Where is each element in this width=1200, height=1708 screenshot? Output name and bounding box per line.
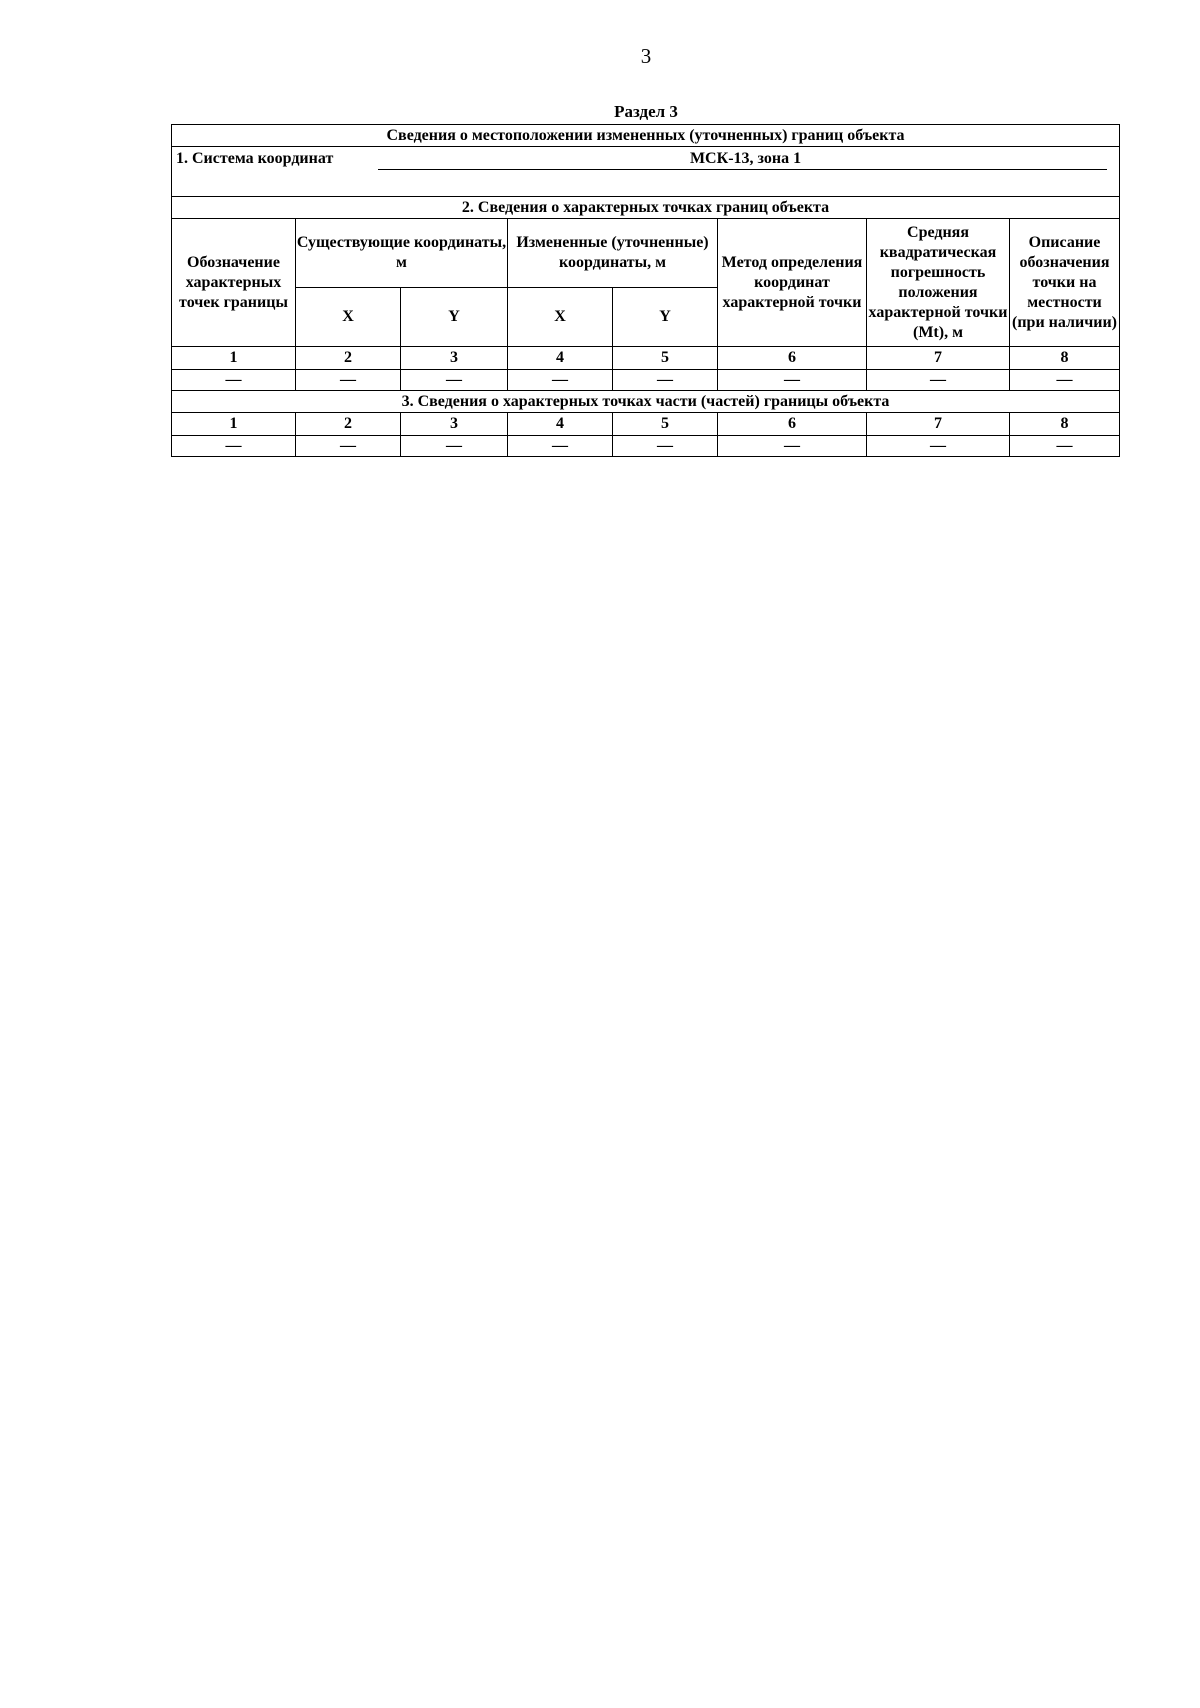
- column-number: 5: [613, 347, 718, 370]
- table-cell: —: [296, 436, 401, 457]
- page-number: 3: [640, 44, 652, 68]
- table-cell: —: [508, 370, 613, 391]
- column-number: 7: [867, 413, 1010, 436]
- column-number: 7: [867, 347, 1010, 370]
- table-cell: —: [172, 370, 296, 391]
- header-rms-error: Средняя квадратическая погрешность положения характерной точки (Mt), м: [867, 219, 1010, 347]
- part3-title: 3. Сведения о характерных точках части (частей) границы объекта: [172, 391, 1120, 413]
- header-existing-y: Y: [401, 288, 508, 347]
- column-number: 3: [401, 413, 508, 436]
- column-number: 8: [1010, 347, 1120, 370]
- header-existing-x: X: [296, 288, 401, 347]
- table-cell: —: [296, 370, 401, 391]
- table-title: Сведения о местоположении измененных (уточненных) границ объекта: [172, 125, 1120, 147]
- header-existing-coords: Существующие координаты, м: [296, 219, 508, 288]
- table-cell: —: [1010, 436, 1120, 457]
- section-title: Раздел 3: [614, 102, 678, 121]
- table-cell: —: [867, 370, 1010, 391]
- part3-column-number-row: [172, 413, 1120, 436]
- table-cell: —: [401, 436, 508, 457]
- coordinate-system-row: [172, 147, 1120, 197]
- table-cell: —: [613, 370, 718, 391]
- column-number: 5: [613, 413, 718, 436]
- column-number: 6: [718, 347, 867, 370]
- column-number: 4: [508, 347, 613, 370]
- column-number: 8: [1010, 413, 1120, 436]
- coordinate-system-label: 1. Система координат: [176, 150, 334, 167]
- header-description: Описание обозначения точки на местности (при наличии): [1010, 219, 1120, 347]
- column-number: 3: [401, 347, 508, 370]
- table-cell: —: [508, 436, 613, 457]
- column-number: 1: [172, 413, 296, 436]
- column-number: 4: [508, 413, 613, 436]
- column-number: 2: [296, 413, 401, 436]
- coordinate-system-value: МСК-13, зона 1: [378, 148, 1107, 170]
- table-cell: —: [613, 436, 718, 457]
- table-cell: —: [401, 370, 508, 391]
- table-row: [172, 370, 1120, 391]
- table-cell: —: [172, 436, 296, 457]
- part2-title: 2. Сведения о характерных точках границ объекта: [172, 197, 1120, 219]
- header-changed-coords: Измененные (уточненные) координаты, м: [508, 219, 718, 288]
- column-number: 6: [718, 413, 867, 436]
- table-cell: —: [718, 370, 867, 391]
- header-changed-x: X: [508, 288, 613, 347]
- column-number-row: [172, 347, 1120, 370]
- boundary-table: [171, 124, 1120, 457]
- table-cell: —: [867, 436, 1010, 457]
- column-number: 1: [172, 347, 296, 370]
- table-cell: —: [718, 436, 867, 457]
- header-changed-y: Y: [613, 288, 718, 347]
- column-number: 2: [296, 347, 401, 370]
- header-method: Метод определения координат характерной точки: [718, 219, 867, 347]
- table-cell: —: [1010, 370, 1120, 391]
- header-point-designation: Обозначение характерных точек границы: [172, 219, 296, 347]
- table-row: [172, 436, 1120, 457]
